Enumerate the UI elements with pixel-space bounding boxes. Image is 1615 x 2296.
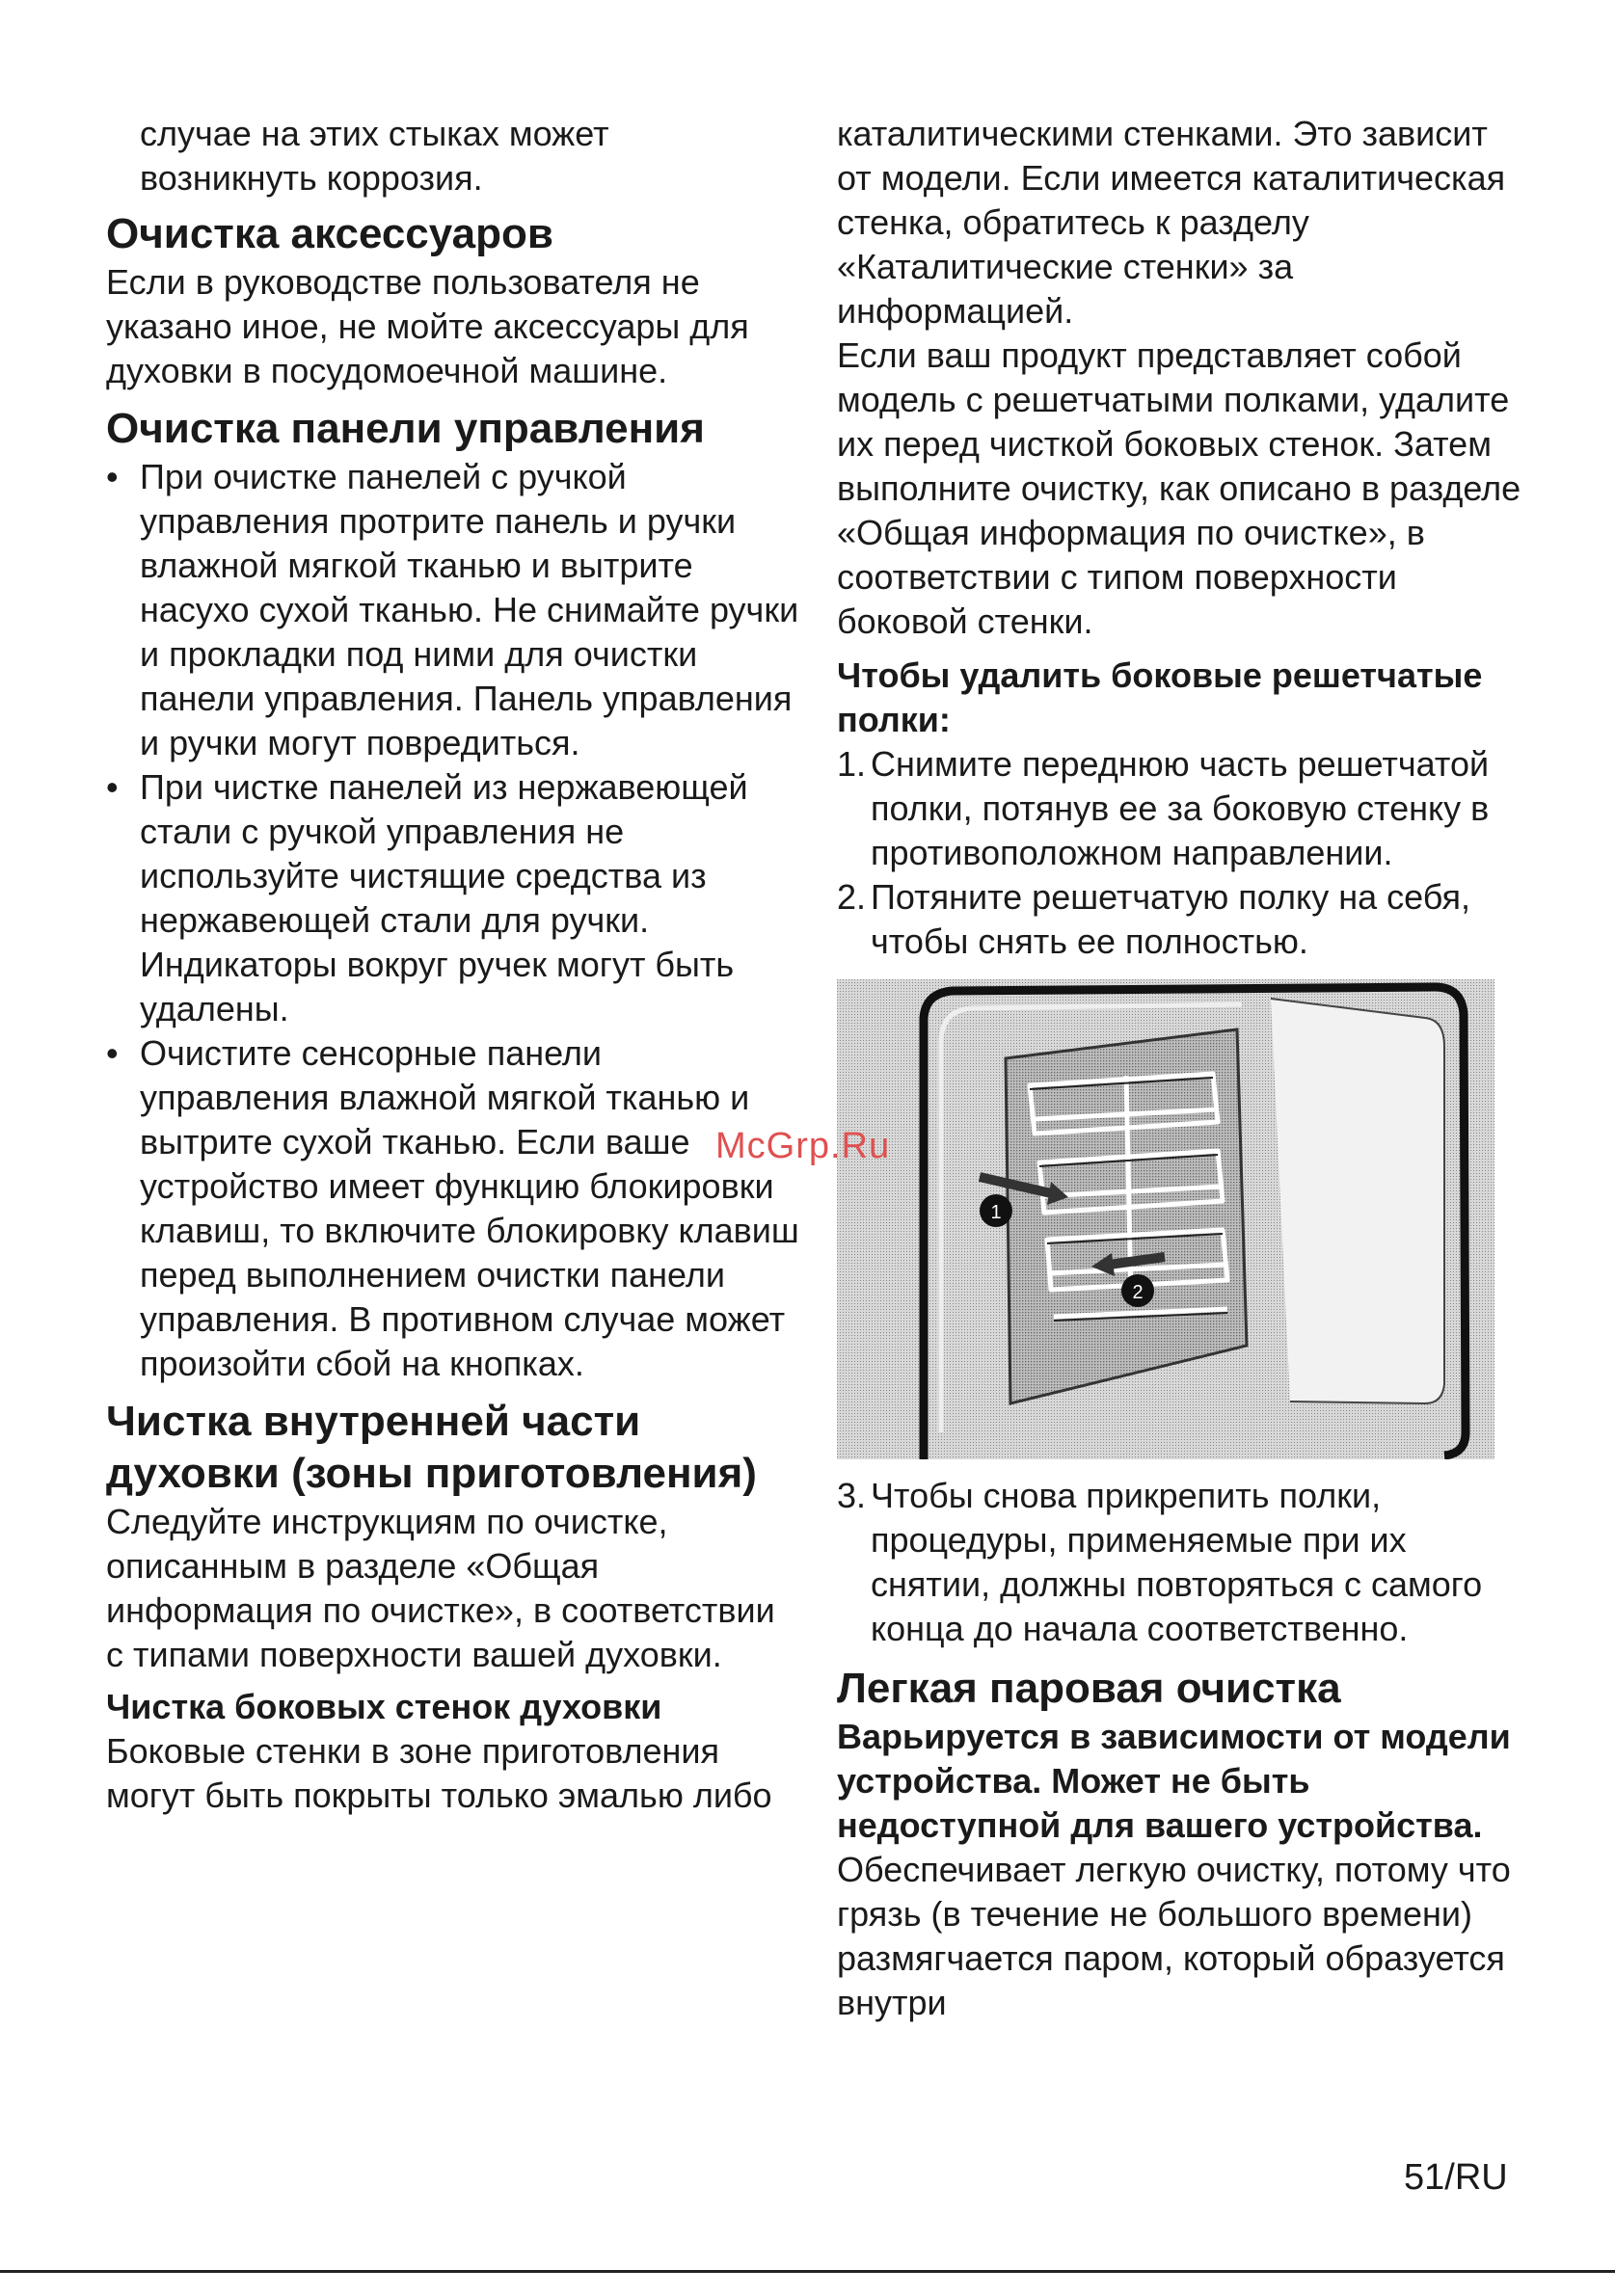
paragraph-side-walls: Боковые стенки в зоне приготовления могут быть покрыты только эмалью либо xyxy=(106,1731,772,1815)
heading-steam-cleaning: Легкая паровая очистка xyxy=(837,1665,1341,1712)
control-panel-list xyxy=(106,455,800,1386)
right-column xyxy=(837,112,1531,2025)
steam-model-note: Варьируется в зависимости от модели устройства. Может не быть недоступной для вашего устройства. xyxy=(837,1717,1511,1845)
step-number: 3. xyxy=(837,1476,867,1515)
paragraph-inner-cleaning: Следуйте инструкциям по очистке, описанным в разделе «Общая информация по очистке», в соответствии с типами поверхности вашей духовки. xyxy=(106,1502,775,1674)
list-item xyxy=(837,1474,1531,1651)
step-text: Потяните решетчатую полку на себя, чтобы снять ее полностью. xyxy=(871,877,1471,961)
right-wall xyxy=(1271,999,1444,1403)
rack-removal-illustration xyxy=(837,979,1494,1459)
paragraph-accessories: Если в руководстве пользователя не указано иное, не мойте аксессуары для духовки в посудомоечной машине. xyxy=(106,262,749,390)
left-column xyxy=(106,112,800,1818)
list-item: • Очистите сенсорные панели управления влажной мягкой тканью и вытрите сухой тканью. Если ваше устройство имеет функцию блокировки клавиш, то включите блокировку клавиш перед выполнением очистки панели управления. В противном случае может произойти сбой на кнопках. xyxy=(106,1031,800,1386)
list-item xyxy=(837,875,1531,964)
paragraph-catalytic: каталитическими стенками. Это зависит от модели. Если имеется каталитическая стенка, обратитесь к разделу «Каталитические стенки» за информацией. xyxy=(837,114,1506,331)
step-number: 1. xyxy=(837,744,867,784)
intro-line-1: случае на этих стыках может xyxy=(140,114,609,153)
heading-control-panel: Очистка панели управления xyxy=(106,405,705,452)
step-text: Чтобы снова прикрепить полки, процедуры, применяемые при их снятии, должны повторяться с самого конца до начала соответственно. xyxy=(871,1476,1483,1648)
step-number: 2. xyxy=(837,877,867,917)
heading-side-walls: Чистка боковых стенок духовки xyxy=(106,1687,662,1726)
list-item xyxy=(837,742,1531,875)
step-text: Снимите переднюю часть решетчатой полки, потянув ее за боковую стенку в противоположном направлении. xyxy=(871,744,1490,872)
list-item: • При очистке панелей с ручкой управления протрите панель и ручки влажной мягкой тканью и вытрите насухо сухой тканью. Не снимайте ручки и прокладки под ними для очистки панели управления. Панель управления и ручки могут повредиться. xyxy=(106,455,800,765)
heading-remove-racks: Чтобы удалить боковые решетчатые полки: xyxy=(837,655,1483,739)
steps-list-continued xyxy=(837,1474,1531,1651)
callout-2-label: 2 xyxy=(1132,1282,1144,1303)
callout-1-label: 1 xyxy=(990,1202,1002,1223)
page-number: 51/RU xyxy=(1404,2157,1508,2198)
bottom-rule xyxy=(0,2270,1615,2273)
heading-accessories: Очистка аксессуаров xyxy=(106,210,553,257)
paragraph-racks: Если ваш продукт представляет собой модель с решетчатыми полками, удалите их перед чисткой боковых стенок. Затем выполните очистку, как описано в разделе «Общая информация по очистке», в соответствии с типом поверхности боковой стенки. xyxy=(837,335,1521,641)
watermark: McGrp.Ru xyxy=(715,1126,891,1166)
heading-inner-cleaning: Чистка внутренней части духовки (зоны приготовления) xyxy=(106,1398,757,1497)
paragraph-steam: Обеспечивает легкую очистку, потому что грязь (в течение не большого времени) размягчается паром, который образуется внутри xyxy=(837,1850,1511,2022)
list-item: • При чистке панелей из нержавеющей стали с ручкой управления не используйте чистящие средства из нержавеющей стали для ручки. Индикаторы вокруг ручек могут быть удалены. xyxy=(106,765,800,1031)
steps-list xyxy=(837,742,1531,964)
intro-line-2: возникнуть коррозия. xyxy=(140,158,483,198)
